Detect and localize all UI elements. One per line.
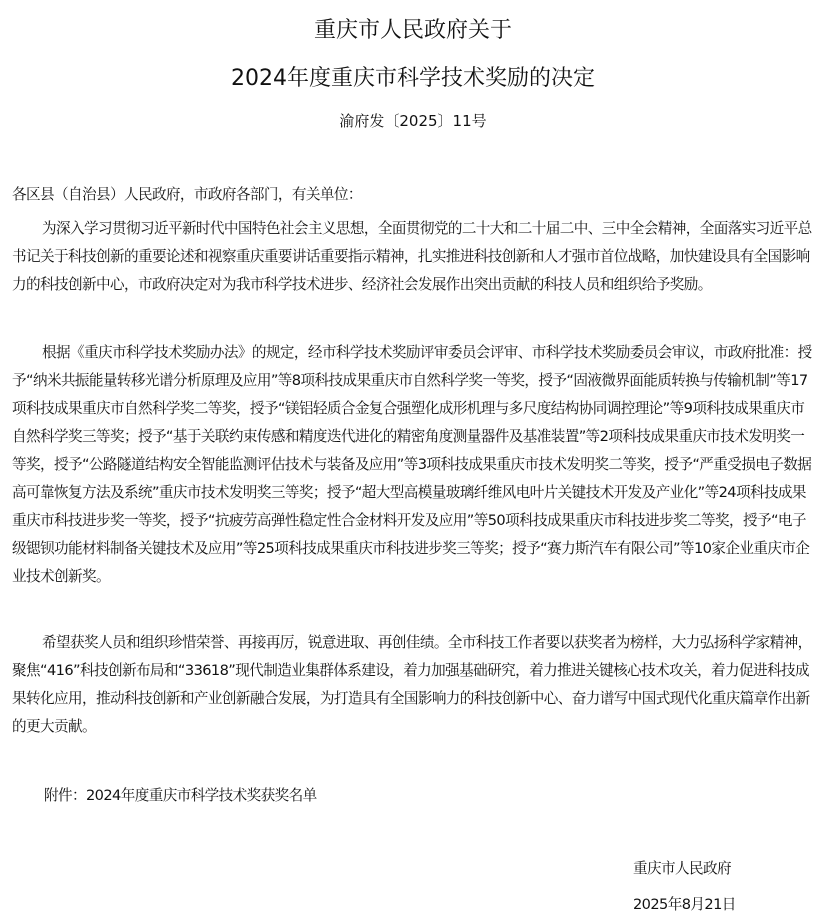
signer: 重庆市人民政府 [633, 860, 731, 877]
paragraph-closing: 希望获奖人员和组织珍惜荣誉、再接再厉，锐意进取、再创佳绩。全市科技工作者要以获奖者为榜样，大力弘扬科学家精神，聚焦“416”科技创新布局和“33618”现代制造业集群体系建设，着力加强基础研究，着力推进关键核心技术攻关，着力促进科技成果转化应用，推动科技创新和产业创新融合发展，为打造具有全国影响力的科技创新中心、奋力谱写中国式现代化重庆篇章作出新的更大贡献。 [12, 634, 812, 735]
paragraph-intro: 为深入学习贯彻习近平新时代中国特色社会主义思想，全面贯彻党的二十大和二十届二中、三中全会精神，全面落实习近平总书记关于科技创新的重要论述和视察重庆重要讲话重要指示精神，扎实推进科技创新和人才强市首位战略，加快建设具有全国影响力的科技创新中心，市政府决定对为我市科学技术进步、经济社会发展作出突出贡献的科技人员和组织给予奖励。 [12, 220, 812, 293]
attachment-note: 附件：2024年度重庆市科学技术奖获奖名单 [44, 787, 317, 804]
document-number: 渝府发〔2025〕11号 [339, 112, 487, 130]
salutation: 各区县（自治县）人民政府，市政府各部门，有关单位： [12, 186, 362, 203]
paragraph-awards: 根据《重庆市科学技术奖励办法》的规定，经市科学技术奖励评审委员会评审、市科学技术奖励委员会审议，市政府批准：授予“纳米共振能量转移光谱分析原理及应用”等8项科技成果重庆市自然科学奖一等奖，授予“固液微界面能质转换与传输机制”等17项科技成果重庆市自然科学奖二等奖，授予“镁铝轻质合金复合强塑化成形机理与多尺度结构协同调控理论”等9项科技成果重庆市自然科学奖三等奖；授予“基于关联约束传感和精度迭代进化的精密角度测量器件及基准装置”等2项科技成果重庆市技术发明奖一等奖，授予“公路隧道结构安全智能监测评估技术与装备及应用”等3项科技成果重庆市技术发明奖二等奖，授予“严重受损电子数据高可靠恢复方法及系统”重庆市技术发明奖三等奖；授予“超大型高模量玻璃纤维风电叶片关键技术开发及产业化”等24项科技成果重庆市科技进步奖一等奖，授予“抗疲劳高弹性稳定性合金材料开发及应用”等50项科技成果重庆市科技进步奖二等奖，授予“电子级锶钡功能材料制备关键技术及应用”等25项科技成果重庆市科技进步奖三等奖；授予“赛力斯汽车有限公司”等10家企业重庆市企业技术创新奖。 [12, 344, 812, 585]
issue-date: 2025年8月21日 [633, 896, 736, 913]
document-title-line-2: 2024年度重庆市科学技术奖励的决定 [231, 66, 595, 91]
document-title-line-1: 重庆市人民政府关于 [313, 18, 512, 43]
